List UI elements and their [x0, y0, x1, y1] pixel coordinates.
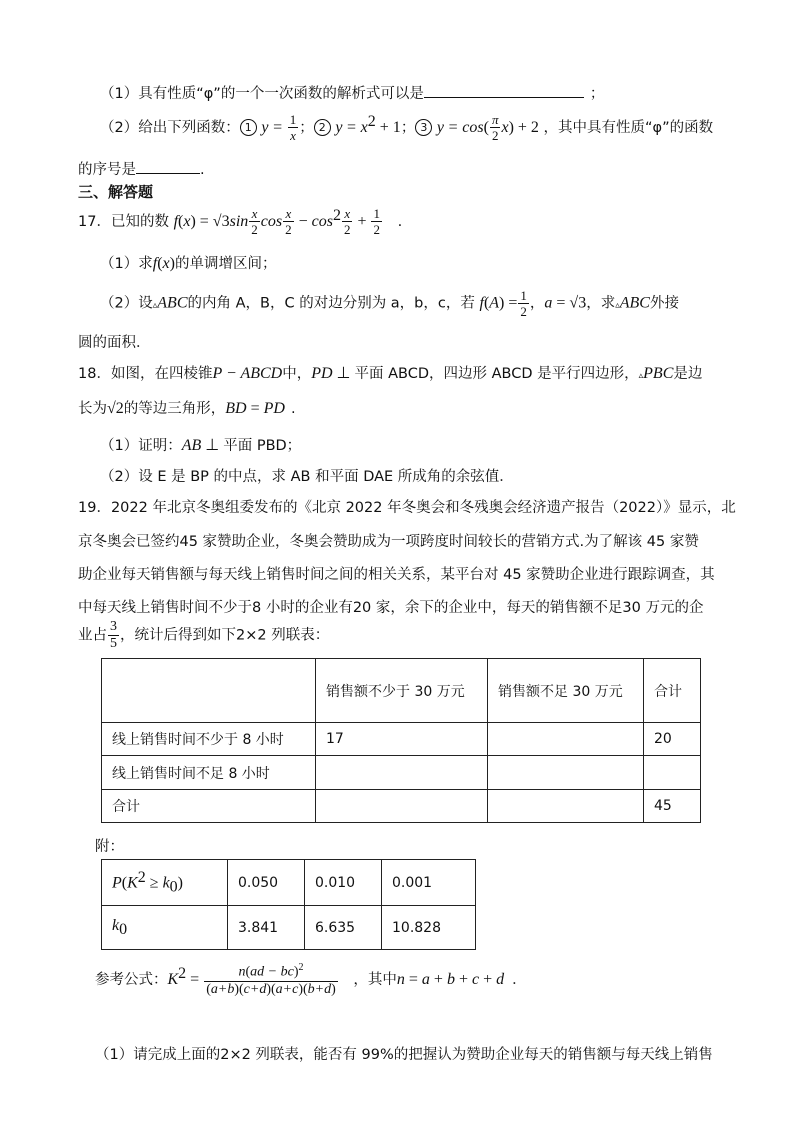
- q16-part2-line2: 的序号是 .: [78, 158, 714, 179]
- table-cell: 0.010: [305, 860, 382, 906]
- circled-number-1: 1: [240, 119, 257, 136]
- table-cell: [316, 790, 488, 823]
- table-cell: 10.828: [382, 906, 476, 950]
- q19-line4: 中每天线上销售时间不少于8 小时的企业有20 家，余下的企业中，每天的销售额不足30 万元的企: [78, 600, 704, 616]
- table-cell: 线上销售时间不足 8 小时: [102, 756, 316, 790]
- ref-header-p: $P(K^2 \ge k_0)$: [102, 860, 228, 906]
- reference-table: [101, 859, 476, 950]
- table-cell: [488, 790, 644, 823]
- q16-part2: （2）给出下列函数： 1 y = $\frac{1}{x}$ ； 2 $y = x^2 + 1$； 3 y = cos( $\frac{\pi}{2}$ x) + 2 ，其中具有性质“φ”的函数: [100, 112, 714, 144]
- ref-header-k0: $k_0$: [102, 906, 228, 950]
- table-cell: 合计: [102, 790, 316, 823]
- table-cell: 线上销售时间不少于 8 小时: [102, 723, 316, 756]
- q17-part2-line2: 圆的面积．: [78, 335, 151, 351]
- contingency-table: [101, 658, 701, 823]
- table-cell: [644, 756, 701, 790]
- q17-stem: 17．已知的数 f(x) = √3sin $\frac{x}{2}$ cos $\frac{x}{2}$ − $\cos^2$ $\frac{x}{2}$ + $\frac{1}{2}$ .: [78, 206, 403, 238]
- table-cell: 3.841: [228, 906, 305, 950]
- q17-part2: （2）设▵ABC的内角 A，B，C 的对边分别为 a，b，c，若 f(A) = $\frac{1}{2}$ ，a = √3，求▵ABC外接: [100, 288, 679, 319]
- table-cell: [316, 756, 488, 790]
- header-cell: 合计: [644, 659, 701, 723]
- table-row: [102, 723, 701, 756]
- appendix-label: 附：: [95, 839, 124, 855]
- reference-formula: 参考公式：$K^2$ = $\frac{n(ad - bc)^2}{(a+b)(c+d)(a+c)(b+d)}$ ，其中n = a + b + c + d ．: [95, 962, 527, 997]
- answer-blank: [424, 83, 584, 98]
- table-cell: [488, 756, 644, 790]
- section-title: 三、解答题: [78, 183, 154, 201]
- q17-part1: （1）求f(x)的单调增区间；: [100, 255, 277, 272]
- q18-stem-line2: 长为√2的等边三角形，BD = PD .: [78, 400, 296, 417]
- q19-part1: （1）请完成上面的2×2 列联表，能否有 99%的把握认为赞助企业每天的销售额与每天线上销售: [95, 1047, 713, 1063]
- table-cell: 6.635: [305, 906, 382, 950]
- q19-line1: 19．2022 年北京冬奥组委发布的《北京 2022 年冬奥会和冬残奥会经济遗产报告（2022）》显示，北: [78, 500, 736, 516]
- header-cell: 销售额不少于 30 万元: [316, 659, 488, 723]
- q19-line3: 助企业每天销售额与每天线上销售时间之间的相关关系，某平台对 45 家赞助企业进行跟踪调查，其: [78, 567, 715, 583]
- table-cell: 0.050: [228, 860, 305, 906]
- table-cell: 20: [644, 723, 701, 756]
- q16-part1: （1）具有性质“φ”的一个一次函数的解析式可以是 ；: [100, 82, 714, 103]
- table-cell: 17: [316, 723, 488, 756]
- circled-number-3: 3: [415, 119, 432, 136]
- table-cell: 0.001: [382, 860, 476, 906]
- q19-line2: 京冬奥会已签约45 家赞助企业，冬奥会赞助成为一项跨度时间较长的营销方式.为了解该 45 家赞: [78, 534, 699, 550]
- q18-part1: （1）证明：AB ⊥ 平面 PBD；: [100, 437, 302, 454]
- table-cell: 45: [644, 790, 701, 823]
- q18-stem: 18．如图，在四棱锥P − ABCD中，PD ⊥ 平面 ABCD，四边形 ABCD 是平行四边形，▵PBC是边: [78, 365, 703, 382]
- q18-part2: （2）设 E 是 BP 的中点，求 AB 和平面 DAE 所成角的余弦值．: [100, 469, 514, 485]
- table-row: [102, 790, 701, 823]
- table-cell: [488, 723, 644, 756]
- q19-line5: 业占 $\frac{3}{5}$ ，统计后得到如下2×2 列联表：: [78, 619, 330, 651]
- header-cell: 销售额不足 30 万元: [488, 659, 644, 723]
- answer-blank: [136, 159, 200, 174]
- circled-number-2: 2: [314, 119, 331, 136]
- table-row: [102, 756, 701, 790]
- header-cell: [102, 659, 316, 723]
